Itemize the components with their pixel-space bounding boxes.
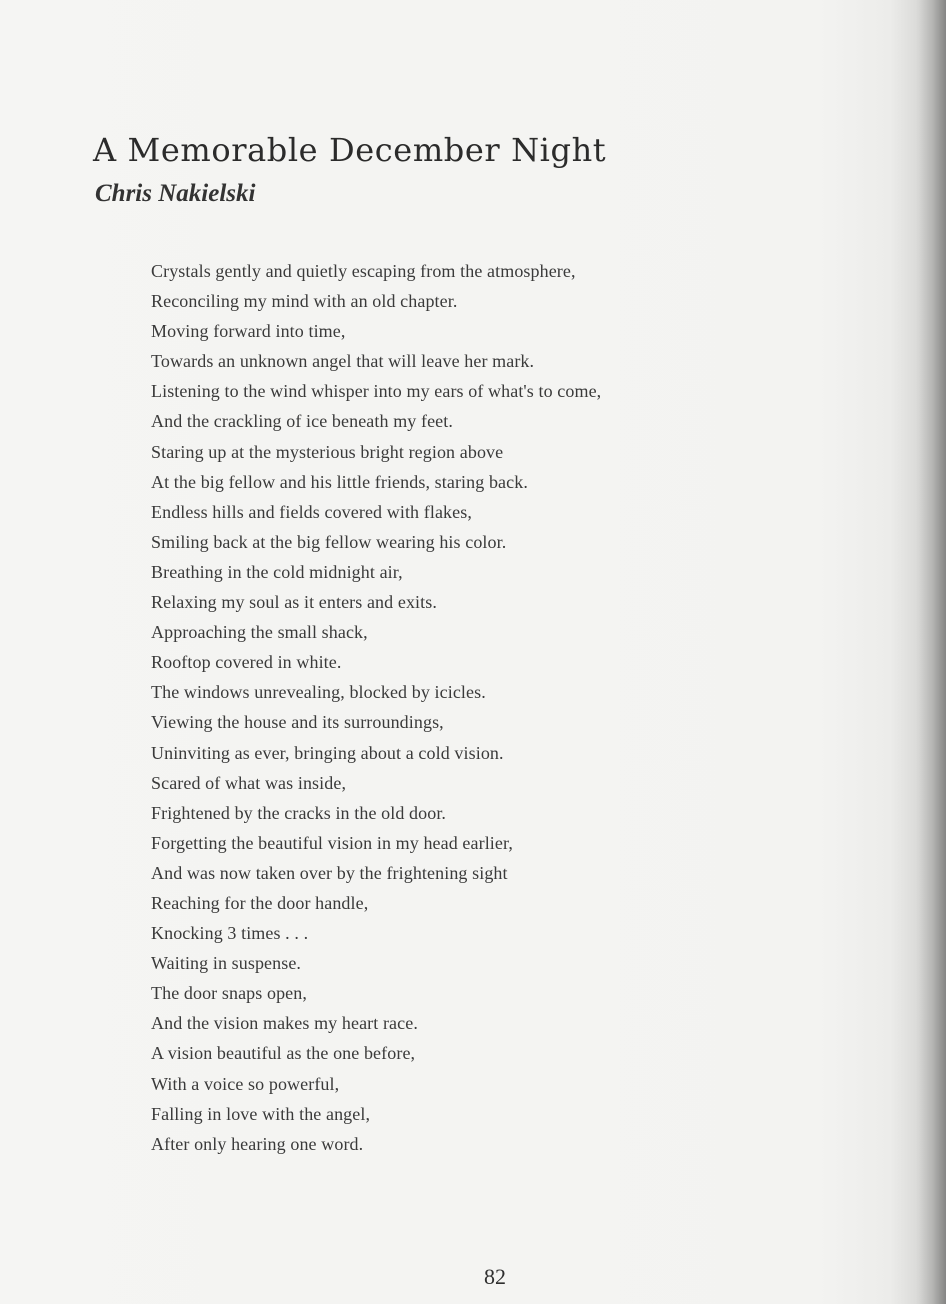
poem-author: Chris Nakielski: [95, 180, 256, 207]
poem-line: Forgetting the beautiful vision in my head earlier,: [151, 832, 513, 853]
poem-line: Falling in love with the angel,: [151, 1103, 371, 1124]
poem-line: Crystals gently and quietly escaping from the atmosphere,: [151, 261, 576, 281]
poem-line: Smiling back at the big fellow wearing his color.: [151, 531, 507, 552]
poem-line: Scared of what was inside,: [151, 772, 347, 793]
poem-line: Knocking 3 times . . .: [151, 923, 309, 944]
poem-line: Reaching for the door handle,: [151, 892, 369, 913]
poem-body: [151, 256, 601, 1159]
poem-line: Moving forward into time,: [151, 321, 346, 342]
poem-line: Viewing the house and its surroundings,: [151, 712, 444, 733]
poem-line: Approaching the small shack,: [151, 622, 368, 643]
book-spine-shadow: [916, 0, 946, 1304]
poem-line: Waiting in suspense.: [151, 953, 302, 974]
poem-line: Breathing in the cold midnight air,: [151, 561, 403, 582]
poem-line: And was now taken over by the frightening sight: [151, 862, 508, 883]
poem-line: Relaxing my soul as it enters and exits.: [151, 592, 437, 613]
poem-line: The windows unrevealing, blocked by icicles.: [151, 682, 486, 703]
poem-line: After only hearing one word.: [151, 1133, 364, 1154]
poem-line: Frightened by the cracks in the old door.: [151, 802, 447, 823]
poem-line: Endless hills and fields covered with flakes,: [151, 501, 472, 522]
poem-line: The door snaps open,: [151, 983, 307, 1004]
poem-line: With a voice so powerful,: [151, 1073, 340, 1094]
poem-line: And the crackling of ice beneath my feet.: [151, 411, 453, 432]
poem-line: Towards an unknown angel that will leave her mark.: [151, 351, 535, 372]
poem-title: A Memorable December Night: [93, 131, 607, 169]
poem-line: And the vision makes my heart race.: [151, 1013, 418, 1034]
poem-line: Staring up at the mysterious bright region above: [151, 441, 504, 462]
poem-line: Reconciling my mind with an old chapter.: [151, 291, 458, 312]
page-number: 82: [484, 1264, 506, 1289]
poem-line: At the big fellow and his little friends, staring back.: [151, 471, 528, 492]
poem-line: Rooftop covered in white.: [151, 652, 342, 673]
poem-line: Uninviting as ever, bringing about a cold vision.: [151, 742, 504, 763]
poem-line: A vision beautiful as the one before,: [151, 1043, 416, 1064]
poem-line: Listening to the wind whisper into my ears of what's to come,: [151, 381, 602, 402]
